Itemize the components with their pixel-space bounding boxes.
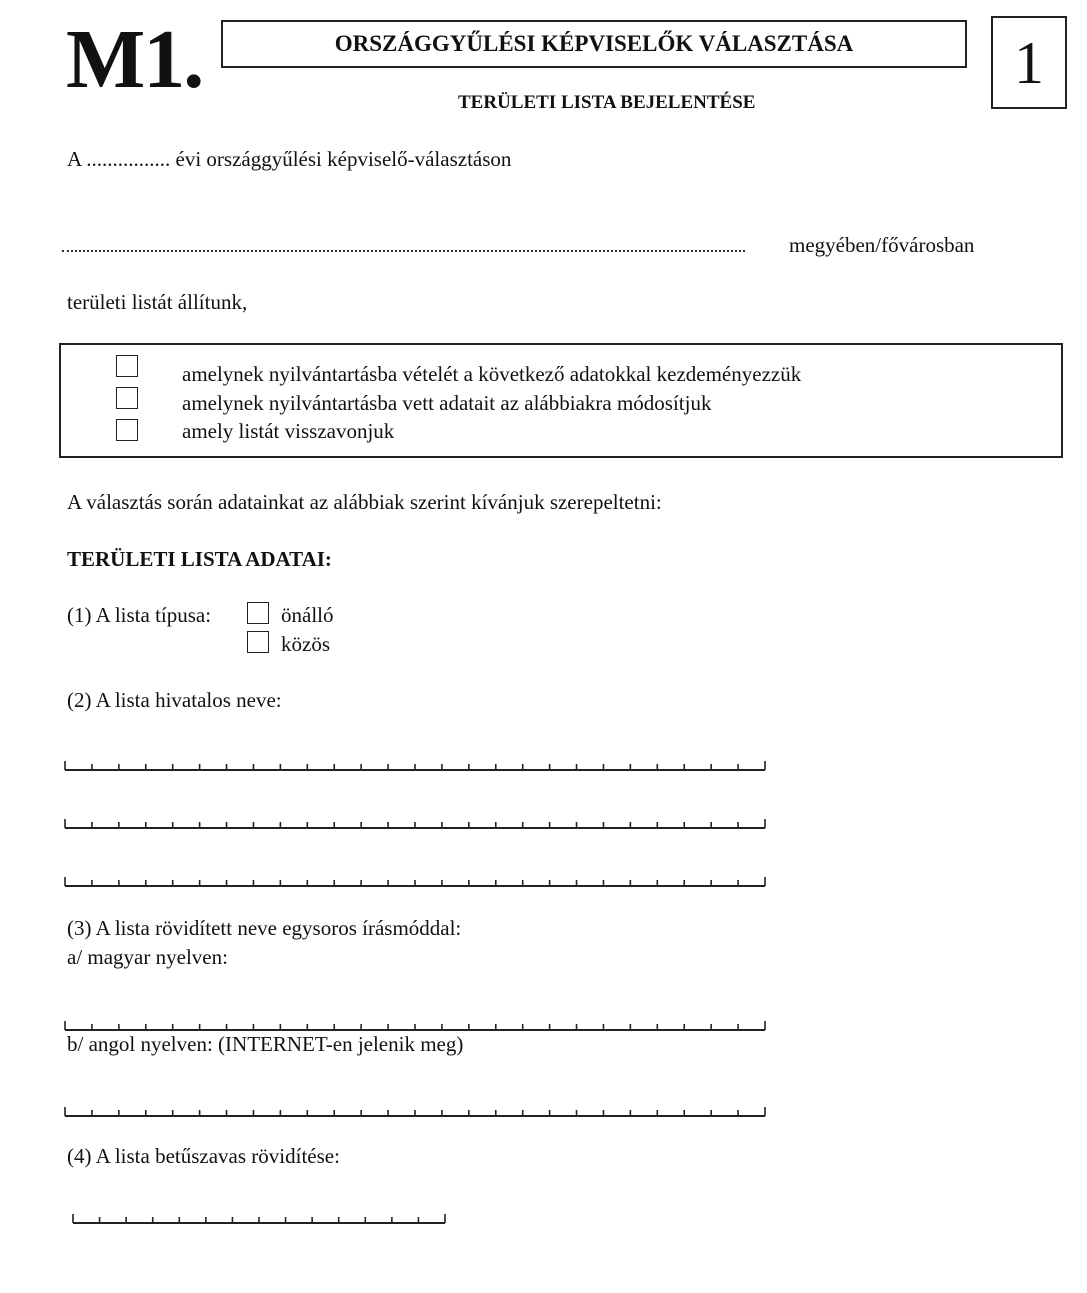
form-subtitle: TERÜLETI LISTA BEJELENTÉSE	[458, 92, 756, 113]
list-type-independent-label: önálló	[281, 603, 334, 627]
short-name-hungarian-label: a/ magyar nyelven:	[67, 945, 228, 969]
short-name-english-field[interactable]	[64, 1096, 766, 1118]
form-title: ORSZÁGGYŰLÉSI KÉPVISELŐK VÁLASZTÁSA	[221, 20, 967, 68]
page-number: 1	[991, 16, 1067, 109]
intro-text: A választás során adatainkat az alábbiak szerint kívánjuk szerepeltetni:	[67, 490, 662, 514]
option-withdraw-label: amely listát visszavonjuk	[182, 419, 395, 443]
short-name-english-label: b/ angol nyelven: (INTERNET-en jelenik meg)	[67, 1032, 464, 1056]
county-label: megyében/fővárosban	[789, 233, 975, 257]
option-withdraw-checkbox[interactable]	[116, 419, 138, 441]
acronym-label: (4) A lista betűszavas rövidítése:	[67, 1144, 340, 1168]
list-type-joint-checkbox[interactable]	[247, 631, 269, 653]
short-name-hungarian-field[interactable]	[64, 1010, 766, 1032]
official-name-field-line2[interactable]	[64, 808, 766, 830]
option-modify-label: amelynek nyilvántartásba vett adatait az alábbiakra módosítjuk	[182, 391, 712, 415]
list-type-independent-checkbox[interactable]	[247, 602, 269, 624]
options-box	[59, 343, 1063, 458]
official-name-label: (2) A lista hivatalos neve:	[67, 688, 282, 712]
option-register-checkbox[interactable]	[116, 355, 138, 377]
official-name-field-line1[interactable]	[64, 750, 766, 772]
option-modify-checkbox[interactable]	[116, 387, 138, 409]
list-type-label: (1) A lista típusa:	[67, 603, 212, 627]
list-type-joint-label: közös	[281, 632, 330, 656]
option-register-label: amelynek nyilvántartásba vételét a következő adatokkal kezdeményezzük	[182, 362, 802, 386]
official-name-field-line3[interactable]	[64, 866, 766, 888]
county-input-line[interactable]	[62, 250, 745, 252]
short-name-label: (3) A lista rövidített neve egysoros írásmóddal:	[67, 916, 462, 940]
acronym-field[interactable]	[72, 1203, 446, 1225]
section-title: TERÜLETI LISTA ADATAI:	[67, 547, 332, 571]
form-code: M1.	[66, 13, 203, 106]
election-year-line[interactable]: A ................ évi országgyűlési képviselő-választáson	[67, 147, 512, 171]
list-set-text: területi listát állítunk,	[67, 290, 248, 314]
